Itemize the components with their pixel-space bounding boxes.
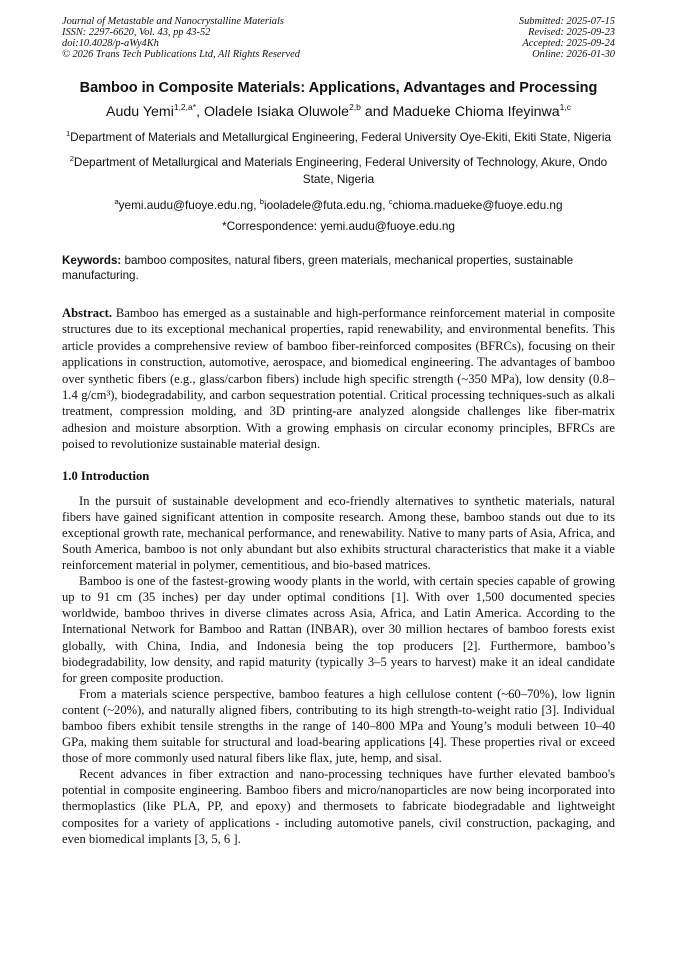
affiliation-marker: 1 xyxy=(65,129,71,138)
author-affiliation-marker: 1,c xyxy=(559,102,571,112)
email-link[interactable]: iooladele@futa.edu.ng, xyxy=(263,198,389,212)
author-name: Audu Yemi xyxy=(106,104,174,120)
author-list xyxy=(62,103,615,121)
affiliation-2 xyxy=(62,154,615,188)
author-affiliation-marker: 2,b xyxy=(349,102,361,112)
affiliation-marker: 2 xyxy=(69,154,74,163)
body-paragraph: From a materials science perspective, bamboo features a high cellulose content (~60–70%), low lignin content (~20%), and naturally aligned fibers, contributing to its high strength-to-weight ratio [3]. Individual bamboo fibers exhibit tensile strengths in the range of 140–800 MPa and Young’s moduli between 10–40 GPa, making them suitable for structural and load-bearing applications [4]. These properties rival or exceed those of more commonly used natural fibers like flax, jute, hemp, and sisal. xyxy=(62,686,615,766)
body-paragraph: In the pursuit of sustainable development and eco-friendly alternatives to synthetic materials, natural fibers have gained significant attention in composite research. Among these, bamboo stands out due to its exceptional growth rate, mechanical performance, and renewability. Native to many parts of Asia, Africa, and South America, bamboo is not only abundant but also exhibits structural characteristics that make it a viable reinforcement material in polymer, cementitious, and bio-based matrices. xyxy=(62,493,615,573)
abstract xyxy=(62,305,615,453)
email-marker: c xyxy=(388,197,393,206)
journal-name: Journal of Metastable and Nanocrystalline Materials xyxy=(62,16,284,27)
affiliation-1 xyxy=(62,129,615,146)
submitted-date: Submitted: 2025-07-15 xyxy=(518,16,615,27)
journal-header xyxy=(62,16,615,60)
revised-date: Revised: 2025-09-23 xyxy=(528,27,615,38)
email-marker: b xyxy=(259,197,264,206)
author-separator: and xyxy=(360,104,393,120)
journal-copyright: © 2026 Trans Tech Publications Ltd, All Rights Reserved xyxy=(62,49,300,60)
email-link[interactable]: chioma.madueke@fuoye.edu.ng xyxy=(392,198,563,212)
email-link[interactable]: yemi.audu@fuoye.edu.ng, xyxy=(118,198,260,212)
journal-info xyxy=(62,16,300,60)
accepted-date: Accepted: 2025-09-24 xyxy=(522,38,615,49)
journal-issn: ISSN: 2297-6620, Vol. 43, pp 43-52 xyxy=(62,27,211,38)
author-affiliation-marker: 1,2,a* xyxy=(173,102,197,112)
author-emails xyxy=(62,198,615,213)
affiliation-text: Department of Metallurgical and Materials Engineering, Federal University of Technology, Akure, Ondo State, Nigeria xyxy=(73,155,608,186)
keywords-label: Keywords: xyxy=(62,254,122,267)
body-paragraph: Bamboo is one of the fastest-growing woody plants in the world, with certain species capable of growing up to 91 cm (35 inches) per day under optimal conditions [1]. With over 1,500 documented species worldwide, bamboo thrives in diverse climates across Asia, Africa, and Latin America. According to the International Network for Bamboo and Rattan (INBAR), over 30 million hectares of bamboo forests exist globally, with China, India, and Indonesia being the top producers [2]. Furthermore, bamboo’s biodegradability, low density, and rapid maturity (typically 3–5 years to harvest) make it an ideal candidate for green composite production. xyxy=(62,574,615,685)
affiliation-text: Department of Materials and Metallurgical Engineering, Federal University Oye-Ekiti, Ekiti State, Nigeria xyxy=(70,130,612,144)
body-paragraph: Recent advances in fiber extraction and nano-processing techniques have further elevated bamboo's potential in composite engineering. Bamboo fibers and micro/nanoparticles are now being incorporated into thermoplastics (like PLA, PP, and epoxy) and thermosets to fabricate biodegradable and lightweight composites for a variety of applications - including automotive panels, civil construction, packaging, and even biomedical implants [3, 5, 6 ]. xyxy=(62,767,615,846)
keywords-text: bamboo composites, natural fibers, green materials, mechanical properties, sustainable manufacturing. xyxy=(62,254,574,282)
submission-dates xyxy=(519,16,615,60)
paper-title: Bamboo in Composite Materials: Applications, Advantages and Processing xyxy=(79,80,598,96)
journal-doi: doi:10.4028/p-aWy4Kh xyxy=(62,38,159,49)
section-heading: 1.0 Introduction xyxy=(62,468,150,483)
email-marker: a xyxy=(114,197,119,206)
paper-page xyxy=(62,16,615,847)
author-name: Oladele Isiaka Oluwole xyxy=(203,104,350,120)
abstract-text: Bamboo has emerged as a sustainable and high-performance reinforcement material in composite structures due to its exceptional mechanical properties, rapid renewability, and environmental benefits. This article provides a comprehensive review of bamboo fiber-reinforced composites (BFRCs), focusing on their applications in construction, automotive, aerospace, and biomedical engineering. The advantages of bamboo over synthetic fibers (e.g., glass/carbon fibers) include high specific strength (~350 MPa), low density (0.8–1.4 g/cm³), biodegradability, and carbon sequestration potential. Critical processing techniques-such as alkali treatment, compression molding, and 3D printing-are analyzed alongside challenges like fiber-matrix adhesion and moisture absorption. With a growing emphasis on circular economy principles, BFRCs are poised to revolutionize sustainable material design. xyxy=(62,306,615,452)
online-date: Online: 2026-01-30 xyxy=(532,49,615,60)
correspondence-line: *Correspondence: yemi.audu@fuoye.edu.ng xyxy=(222,219,455,233)
abstract-label: Abstract. xyxy=(62,306,113,320)
author-separator: , xyxy=(196,104,204,120)
author-name: Madueke Chioma Ifeyinwa xyxy=(392,104,560,120)
keywords xyxy=(62,253,615,283)
